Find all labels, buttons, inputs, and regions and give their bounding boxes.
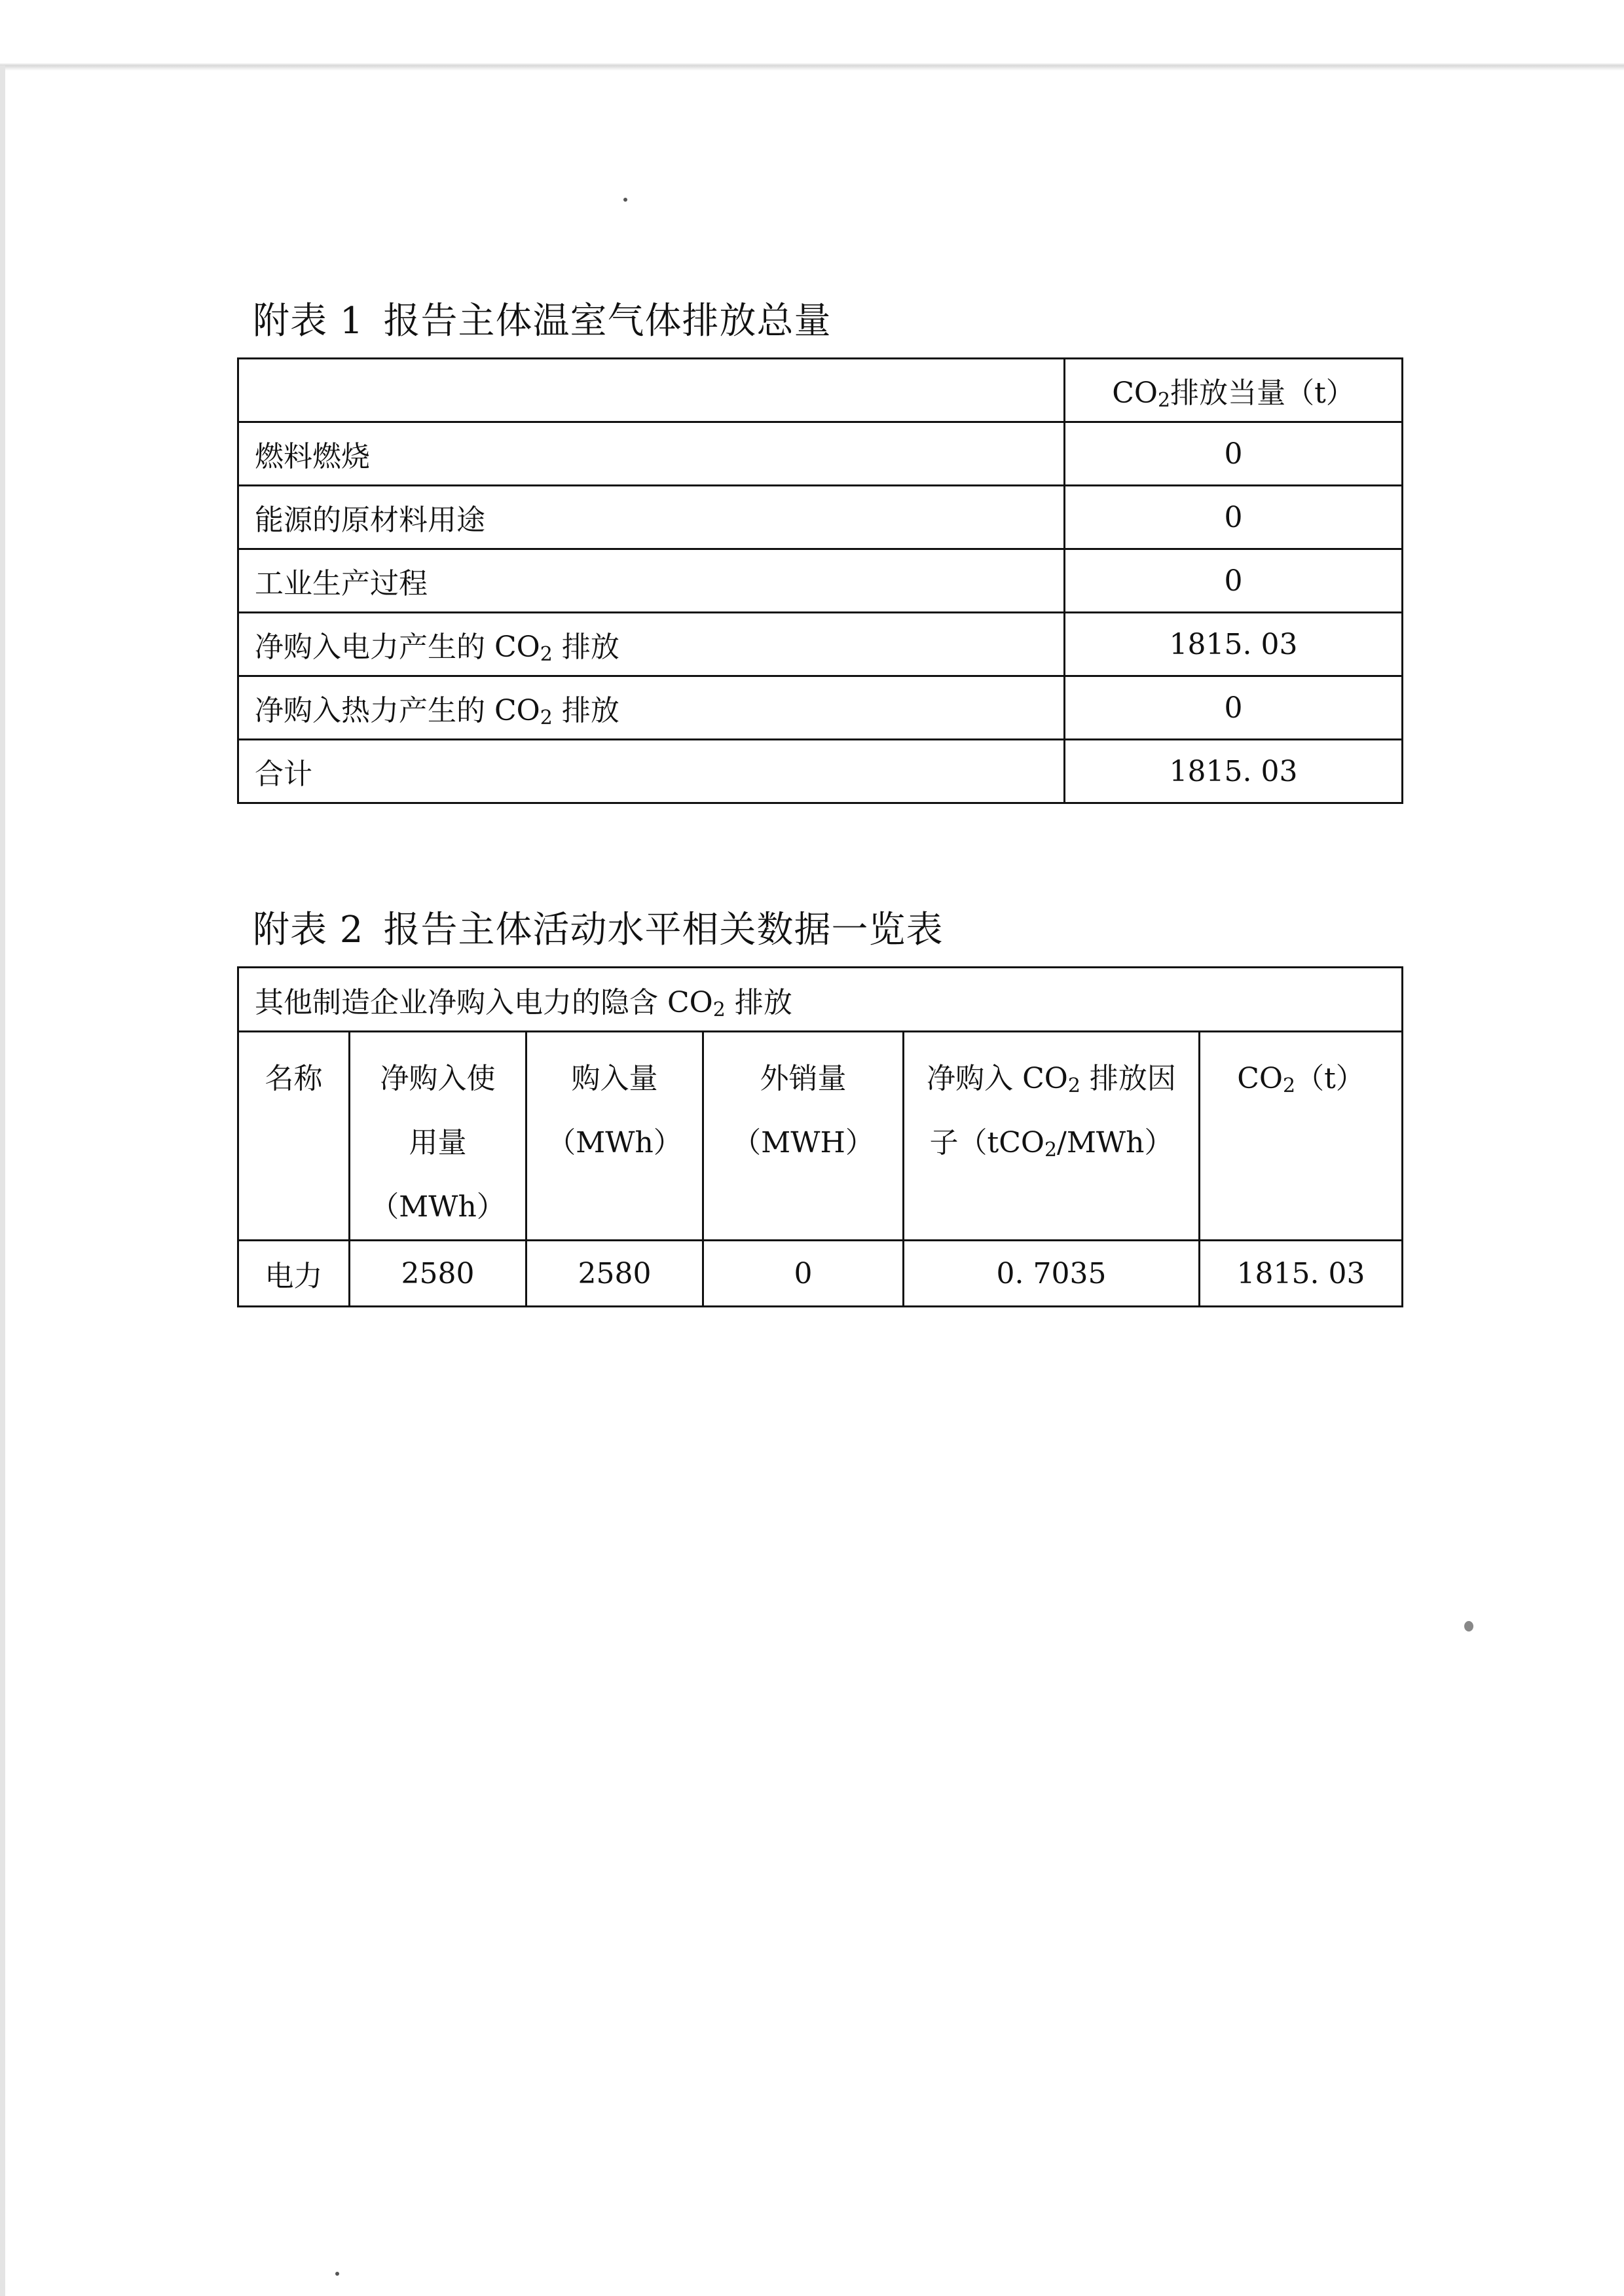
- ghg-emission-total-table: [237, 357, 1403, 804]
- cell-net-use: 2580: [350, 1241, 526, 1307]
- header-name: 名称: [238, 1032, 350, 1241]
- cell-purchase: 2580: [526, 1241, 703, 1307]
- row-label-net-heat: 净购入热力产生的 $CO_2$ 排放: [238, 676, 1065, 740]
- row-label-net-electricity: 净购入电力产生的 $CO_2$ 排放: [238, 613, 1065, 676]
- table2-caption-title: 报告主体活动水平相关数据一览表: [383, 909, 944, 951]
- header-blank-cell: [238, 359, 1065, 422]
- table-title-cell: 其他制造企业净购入电力的隐含 $CO_2$ 排放: [238, 968, 1403, 1032]
- table1-caption-number: 附表 1: [253, 300, 364, 342]
- row-value: 0: [1065, 549, 1403, 613]
- table-row: [238, 422, 1403, 486]
- header-co2-equivalent: $CO_2$排放当量（t）: [1065, 359, 1403, 422]
- table-row: [238, 740, 1403, 803]
- table-row: [238, 613, 1403, 676]
- row-value: 0: [1065, 486, 1403, 549]
- table1-caption-title: 报告主体温室气体排放总量: [383, 300, 832, 342]
- header-sales: 外销量 （MWH）: [703, 1032, 904, 1241]
- row-value: 1815. 03: [1065, 740, 1403, 803]
- row-label-total: 合计: [238, 740, 1065, 803]
- table-row: [238, 549, 1403, 613]
- cell-sales: 0: [703, 1241, 904, 1307]
- row-label-industrial-process: 工业生产过程: [238, 549, 1065, 613]
- table1-caption: [253, 292, 831, 344]
- row-label-fuel-combustion: 燃料燃烧: [238, 422, 1065, 486]
- table-title-row: [238, 968, 1403, 1032]
- scan-left-edge: [0, 65, 5, 2296]
- scan-top-band: [0, 0, 1624, 71]
- table-row: [238, 676, 1403, 740]
- table-header-row: [238, 359, 1403, 422]
- row-value: 0: [1065, 676, 1403, 740]
- row-value: 0: [1065, 422, 1403, 486]
- table2-caption-number: 附表 2: [253, 909, 364, 951]
- table2-caption: [253, 901, 943, 953]
- scan-speck: [623, 198, 627, 202]
- header-net-use: 净购入使 用量 （MWh）: [350, 1032, 526, 1241]
- header-co2: $CO_2(t)$: [1200, 1032, 1403, 1241]
- table-row: [238, 486, 1403, 549]
- row-value: 1815. 03: [1065, 613, 1403, 676]
- table-row: [238, 1241, 1403, 1307]
- activity-data-table: [237, 966, 1403, 1307]
- cell-name: 电力: [238, 1241, 350, 1307]
- cell-co2: 1815. 03: [1200, 1241, 1403, 1307]
- table-header-row: [238, 1032, 1403, 1241]
- header-purchase: 购入量 （MWh）: [526, 1032, 703, 1241]
- row-label-energy-feedstock: 能源的原材料用途: [238, 486, 1065, 549]
- scan-speck: [335, 2272, 339, 2276]
- scan-speck: [1464, 1621, 1473, 1631]
- cell-emission-factor: 0. 7035: [904, 1241, 1200, 1307]
- header-emission-factor: 净购入 $CO_2$ 排放因 子（tCO$_2$/MWh）: [904, 1032, 1200, 1241]
